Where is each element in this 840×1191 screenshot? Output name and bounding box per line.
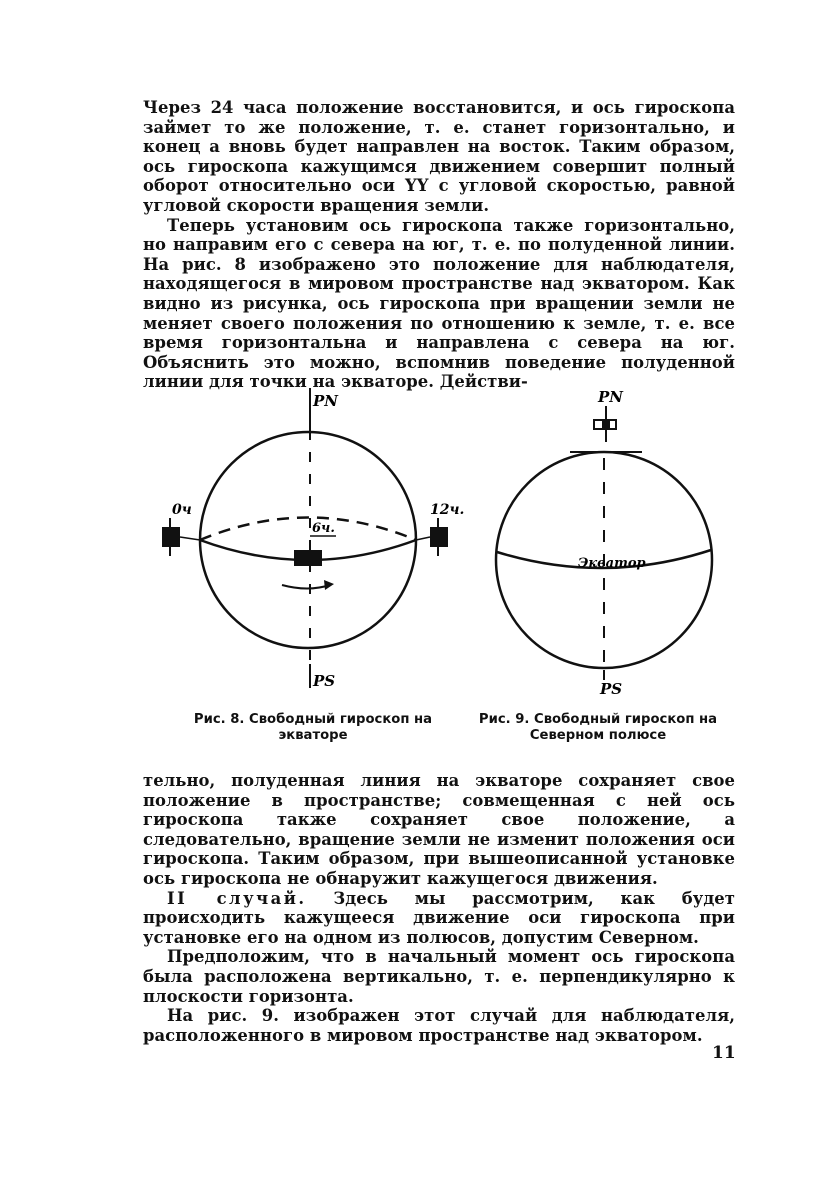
fig8-rotation-arrow xyxy=(282,585,330,589)
fig8-rotation-arrowhead xyxy=(324,580,334,590)
fig8-right-gyro-link xyxy=(416,537,430,540)
fig8-left-gyro xyxy=(162,527,180,547)
page-number: 11 xyxy=(712,1043,736,1063)
paragraph-1: Через 24 часа положение восстановится, и ось гироскопа займет то же положение, т. е. станет горизонтально, и конец a вновь будет направлен на восток. Таким образом, ось гироскопа кажущимся движением совершит полный оборот относительно оси YY с угловой скоростью, равной угловой скорости вращения земли. xyxy=(143,98,735,215)
paragraph-5: Предположим, что в начальный момент ось гироскопа была расположена вертикально, т. е. перпендикулярно к плоскости горизонта. xyxy=(143,947,735,1006)
paragraph-2: Теперь установим ось гироскопа также горизонтально, но направим его с севера на юг, т. е. по полуденной линии. На рис. 8 изображено это положение для наблюдателя, находящегося в мировом пространстве над экватором. Как видно из рисунка, ось гироскопа при вращении земли не меняет своего положения по отношению к земле, т. е. все время горизонтальна и направлена с севера на юг. Объяснить это можно, вспомнив поведение полуденной линии для точки на экваторе. Действи- xyxy=(143,215,735,392)
fig9-top-gyro-core xyxy=(602,420,610,429)
fig8-right-gyro xyxy=(430,527,448,547)
case-label: II случай. xyxy=(167,888,307,908)
fig8-equator-back xyxy=(200,518,416,541)
paragraph-6: На рис. 9. изображен этот случай для наблюдателя, расположенного в мировом пространстве над экватором. xyxy=(143,1006,735,1045)
fig8-label-0h: 0ч xyxy=(172,502,192,518)
case-text: Здесь мы рассмотрим, как будет происходить кажущееся движение оси гироскопа при установке его на одном из полюсов, допустим Северном. xyxy=(143,888,735,947)
paragraph-3: тельно, полуденная линия на экваторе сохраняет свое положение в пространстве; совмещенная с ней ось гироскопа также сохраняет свое положение, а следовательно, вращение земли не изменит положения оси гироскопа. Таким образом, при вышеописанной установке ось гироскопа не обнаружит кажущегося движения. xyxy=(143,771,735,888)
paragraph-4 xyxy=(143,889,735,948)
fig8-sphere xyxy=(200,432,416,648)
figure-8-caption: Рис. 8. Свободный гироскоп на экваторе xyxy=(193,712,433,743)
fig9-label-equator: Экватор xyxy=(578,556,646,571)
fig8-label-12h: 12ч. xyxy=(430,502,465,518)
text-block-bottom xyxy=(143,771,735,1045)
figure-8-diagram xyxy=(150,380,470,700)
fig8-center-gyro xyxy=(294,550,322,566)
text-block-top xyxy=(143,98,735,392)
fig8-label-south: PS xyxy=(313,672,336,690)
fig8-label-north: PN xyxy=(313,392,338,410)
figure-9-diagram xyxy=(480,380,730,700)
fig9-label-north: PN xyxy=(598,388,623,406)
fig9-label-south: PS xyxy=(600,680,623,698)
figure-9-caption: Рис. 9. Свободный гироскоп на Северном полюсе xyxy=(478,712,718,743)
fig8-left-gyro-link xyxy=(180,537,200,540)
fig8-label-6h: 6ч. xyxy=(312,521,335,536)
